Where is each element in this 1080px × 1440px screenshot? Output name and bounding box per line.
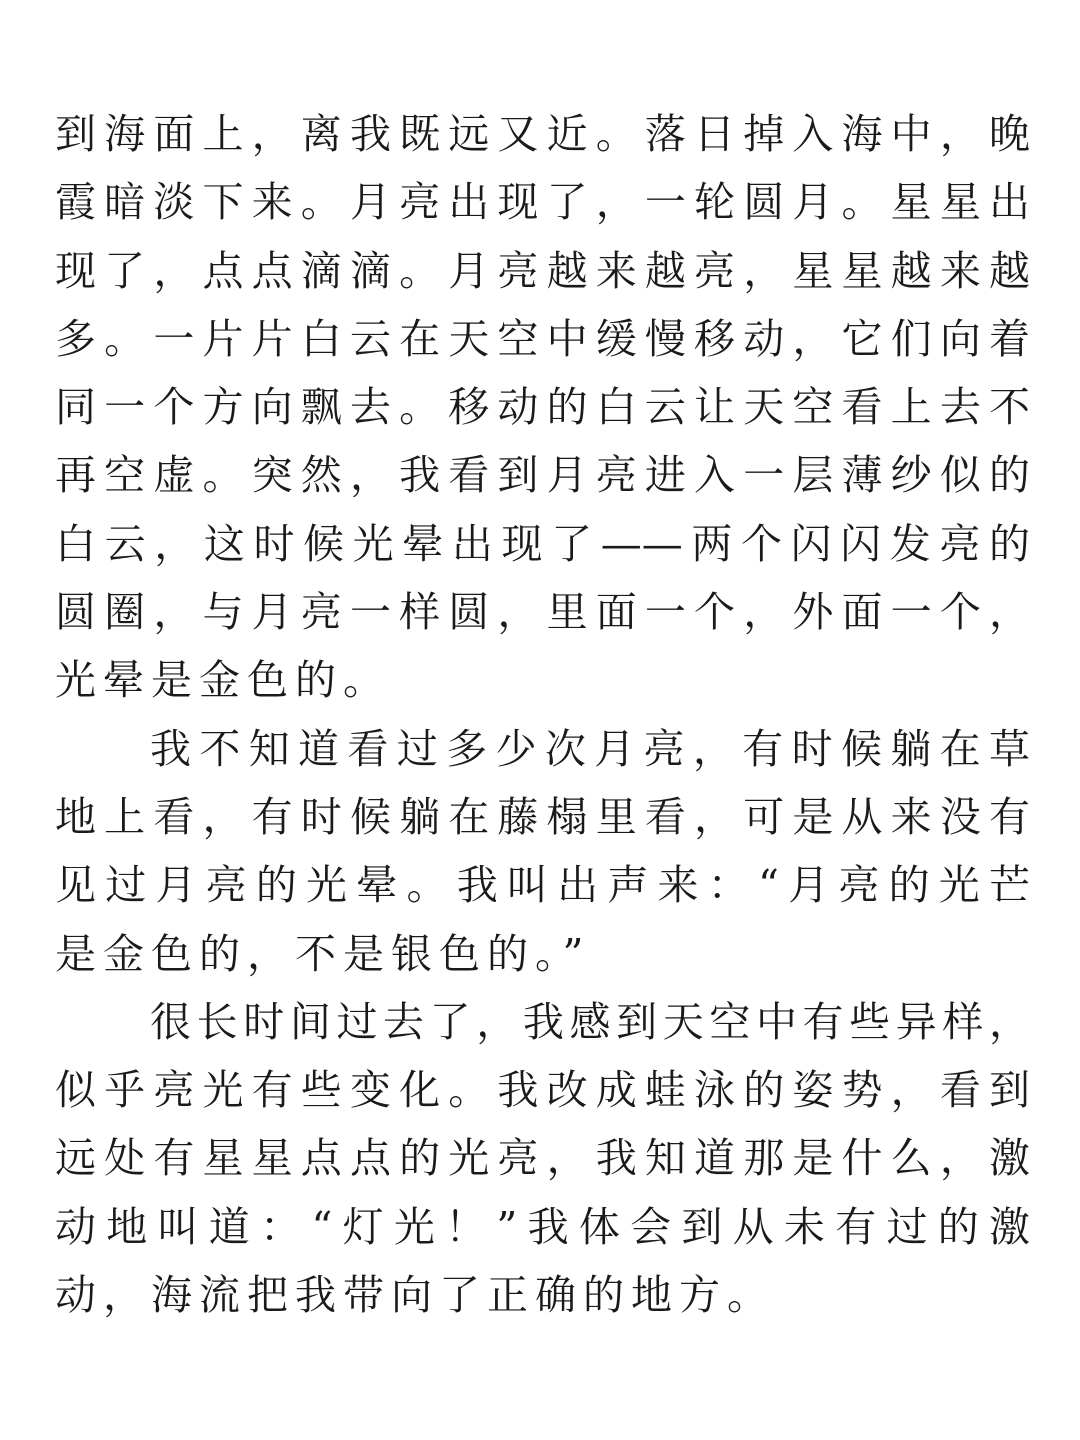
text-line: 似乎亮光有些变化。我改成蛙泳的姿势，看到: [55, 1066, 1030, 1115]
text-line: 是金色的，不是银色的。”: [55, 929, 591, 978]
text-line: 我不知道看过多少次月亮，有时候躺在草: [150, 724, 1030, 773]
text-line: 霞暗淡下来。月亮出现了，一轮圆月。星星出: [55, 178, 1030, 227]
text-line: 很长时间过去了，我感到天空中有些异样，: [150, 997, 1030, 1046]
text-line: 光晕是金色的。: [55, 656, 391, 705]
text-line: 现了，点点滴滴。月亮越来越亮，星星越来越: [55, 246, 1030, 295]
text-line: 圆圈，与月亮一样圆，里面一个，外面一个，: [55, 588, 1030, 637]
text-line: 到海面上，离我既远又近。落日掉入海中，晚: [55, 110, 1030, 158]
text-line: 多。一片片白云在天空中缓慢移动，它们向着: [55, 314, 1030, 363]
text-line: 动地叫道：“灯光！”我体会到从未有过的激: [55, 1202, 1030, 1251]
text-line: 地上看，有时候躺在藤榻里看，可是从来没有: [55, 792, 1030, 841]
text-line: 再空虚。突然，我看到月亮进入一层薄纱似的: [55, 451, 1030, 500]
text-line: 远处有星星点点的光亮，我知道那是什么，激: [55, 1134, 1030, 1183]
paragraph-1: [55, 100, 1030, 715]
text-line: 见过月亮的光晕。我叫出声来：“月亮的光芒: [55, 861, 1030, 910]
paragraph-2: [55, 715, 1030, 988]
text-line: 同一个方向飘去。移动的白云让天空看上去不: [55, 383, 1030, 432]
paragraph-3: [55, 988, 1030, 1329]
text-line: 白云，这时候光晕出现了——两个闪闪发亮的: [55, 519, 1030, 568]
document-page: [55, 100, 1030, 1329]
text-line: 动，海流把我带向了正确的地方。: [55, 1271, 775, 1320]
